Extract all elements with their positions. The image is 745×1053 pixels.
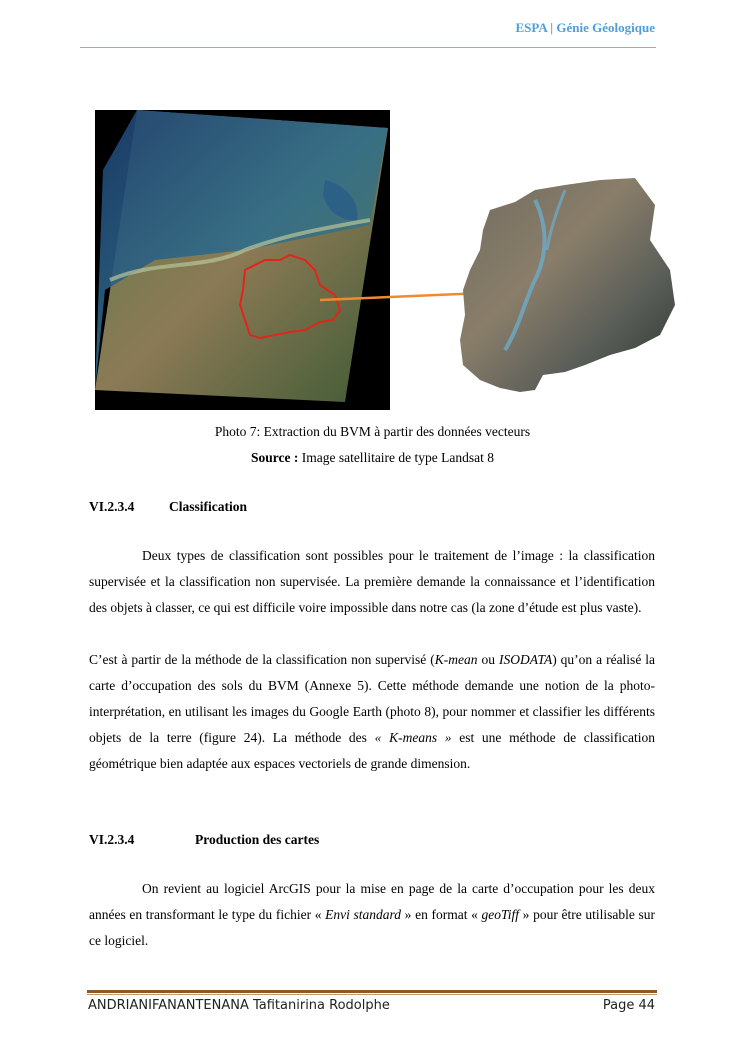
footer-page-number: Page 44 — [602, 998, 655, 1013]
source-label: Source : — [250, 450, 299, 465]
section-number: VI.2.3.4 — [89, 499, 135, 514]
italic-term: geoTiff — [481, 907, 520, 922]
text-run: ou — [477, 652, 499, 667]
italic-term: K-mean — [434, 652, 478, 667]
text-run: » en format « — [401, 907, 482, 922]
header-divider — [80, 47, 656, 48]
footer-divider — [87, 990, 657, 993]
figure-caption: Photo 7: Extraction du BVM à partir des données vecteurs — [214, 424, 531, 439]
italic-term: Envi standard — [325, 907, 402, 922]
text-run: » pour être utilisable sur ce logiciel. — [89, 907, 656, 948]
section-heading-production — [89, 832, 319, 848]
section-title: Production des cartes — [195, 832, 320, 847]
text-run: est une méthode de classification géométrique bien adaptée aux espaces vectoriels de grande dimension. — [89, 730, 655, 771]
section-heading-classification — [89, 499, 247, 515]
extracted-bvm — [460, 178, 675, 392]
header-title: ESPA | Génie Géologique — [515, 20, 655, 35]
paragraph — [89, 876, 655, 954]
paragraph — [89, 647, 655, 777]
text-run: ) qu’on a réalisé la carte d’occupation des sols du BVM (Annexe 5). Cette méthode demande une notion de la photo-interprétation, en utilisant les images du Google Earth (photo 8), pour nommer et classifier les différents objets de la terre (figure 24). La méthode des — [89, 652, 656, 745]
italic-term: « K-means » — [374, 730, 452, 745]
section-number: VI.2.3.4 — [89, 832, 135, 847]
footer-divider-thin — [87, 994, 657, 995]
paragraph: Deux types de classification sont possibles pour le traitement de l’image : la classification supervisée et la classification non supervisée. La première demande la connaissance et l’identification des objets à classer, ce qui est difficile voire impossible dans notre cas (la zone d’étude est plus vaste). — [89, 548, 655, 615]
section-title: Classification — [169, 499, 248, 514]
italic-term: ISODATA — [498, 652, 553, 667]
source-text: Image satellitaire de type Landsat 8 — [298, 450, 495, 465]
text-run: C’est à partir de la méthode de la classification non supervisé ( — [89, 652, 435, 667]
bvm-extraction-figure — [95, 110, 685, 412]
figure-source — [0, 450, 745, 466]
text-run: On revient au logiciel ArcGIS pour la mise en page de la carte d’occupation pour les deux années en transformant le type du fichier « — [89, 881, 655, 922]
footer-author: ANDRIANIFANANTENANA Tafitanirina Rodolphe — [88, 998, 390, 1013]
